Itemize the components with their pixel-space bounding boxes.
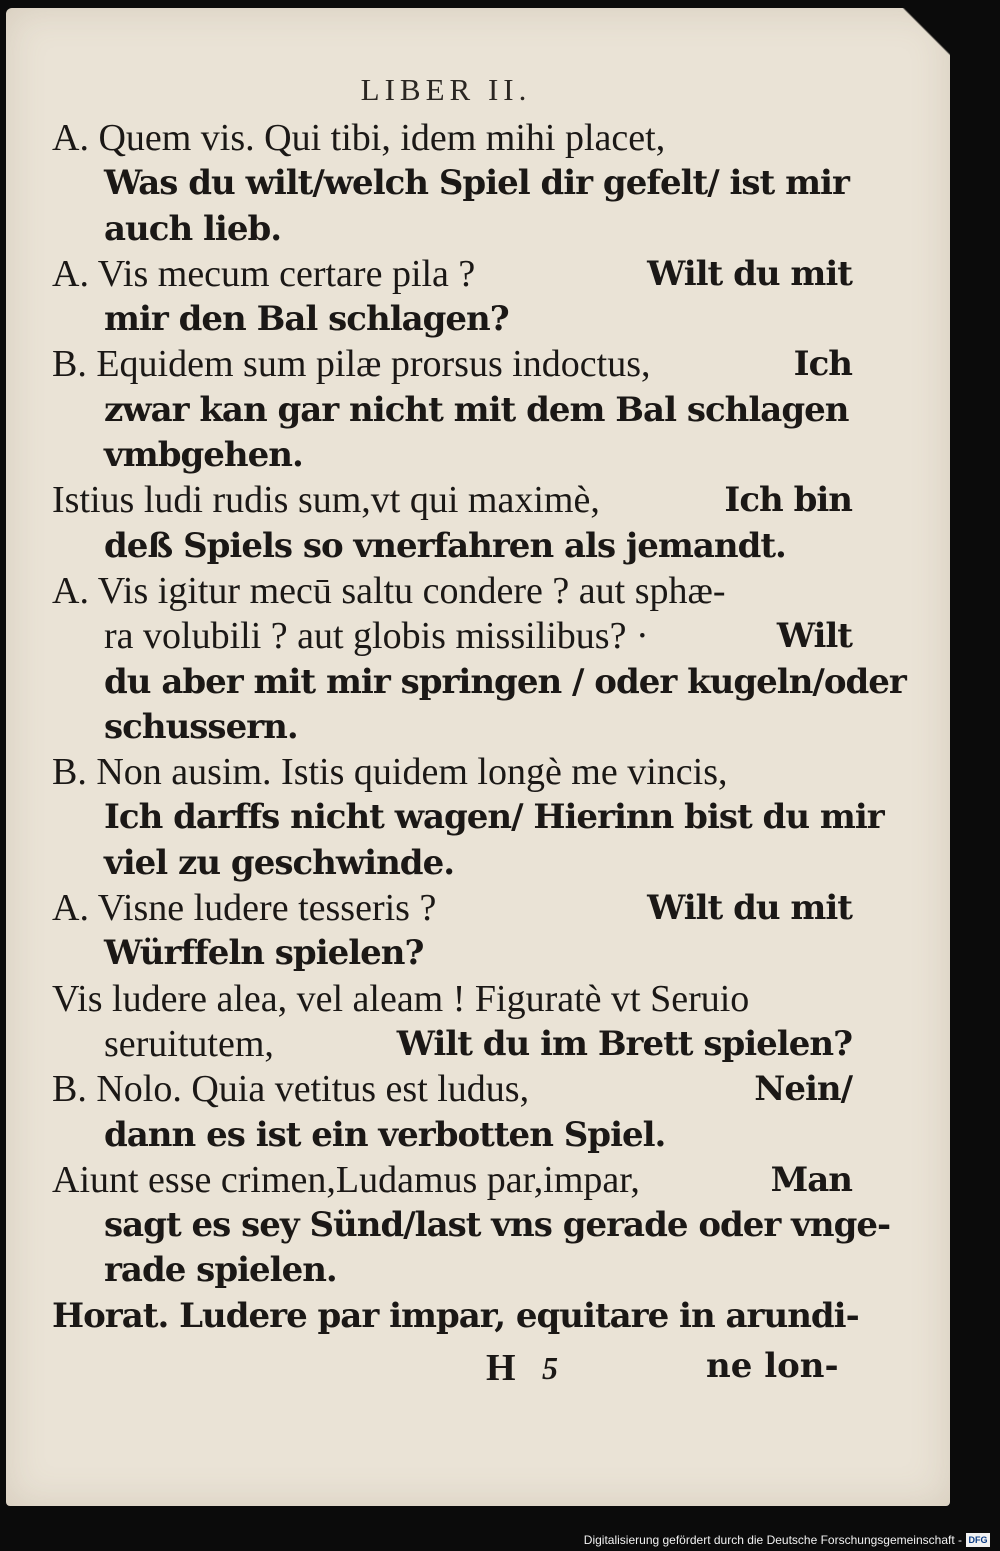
signature-number: 5 bbox=[542, 1350, 558, 1386]
text-line bbox=[52, 1294, 859, 1339]
text-line bbox=[52, 569, 852, 614]
line-text: rade spielen. bbox=[104, 1250, 337, 1291]
line-text: Was du wilt/welch Spiel dir gefelt/ ist mir bbox=[104, 163, 849, 204]
line-german-text: Wilt du im Brett spielen? bbox=[396, 1023, 852, 1064]
text-line bbox=[52, 207, 852, 252]
line-text: vmbgehen. bbox=[104, 435, 303, 476]
line-text: A. Vis mecum certare pila ? bbox=[52, 252, 476, 295]
text-line bbox=[52, 524, 852, 569]
line-text: ra volubili ? aut globis missilibus? · bbox=[104, 615, 649, 658]
line-text: A. Vis igitur mecū saltu condere ? aut sphæ- bbox=[52, 569, 726, 612]
line-text: Vis ludere alea, vel aleam ! Figuratè vt Seruio bbox=[52, 977, 750, 1020]
line-german-text: Wilt du mit bbox=[647, 253, 852, 294]
text-line bbox=[52, 297, 852, 342]
line-text: auch lieb. bbox=[104, 208, 282, 249]
dfg-logo: DFG bbox=[966, 1533, 990, 1547]
text-line bbox=[52, 161, 852, 206]
line-german-text: Ich bin bbox=[724, 480, 852, 521]
line-text: Ich darffs nicht wagen/ Hierinn bist du mir bbox=[104, 797, 884, 838]
text-line bbox=[52, 660, 906, 705]
text-line bbox=[52, 1113, 852, 1158]
line-text: A. Visne ludere tesseris ? bbox=[52, 887, 437, 930]
line-text: Horat. Ludere par impar, equitare in arundi- bbox=[52, 1295, 859, 1336]
line-text: dann es ist ein verbotten Spiel. bbox=[104, 1114, 666, 1155]
line-german-text: Wilt bbox=[776, 616, 852, 657]
text-line bbox=[52, 614, 852, 659]
funding-footer bbox=[584, 1533, 990, 1547]
text-line bbox=[52, 931, 852, 976]
signature-mark: H bbox=[486, 1347, 516, 1389]
line-text: B. Equidem sum pilæ prorsus indoctus, bbox=[52, 343, 651, 386]
line-text: zwar kan gar nicht mit dem Bal schlagen bbox=[104, 389, 849, 430]
line-text: A. Quem vis. Qui tibi, idem mihi placet, bbox=[52, 117, 666, 159]
text-line bbox=[52, 1067, 852, 1112]
line-text: Würffeln spielen? bbox=[104, 933, 424, 974]
line-text: schussern. bbox=[104, 706, 298, 747]
text-line bbox=[52, 252, 852, 297]
line-german-text: Man bbox=[770, 1159, 852, 1200]
line-text: seruitutem, bbox=[104, 1022, 274, 1065]
text-line bbox=[52, 388, 852, 433]
line-text: B. Non ausim. Istis quidem longè me vincis, bbox=[52, 751, 728, 794]
line-text: viel zu geschwinde. bbox=[104, 842, 455, 883]
book-page bbox=[6, 8, 950, 1506]
line-text: du aber mit mir springen / oder kugeln/oder bbox=[104, 661, 906, 702]
text-line bbox=[52, 1248, 852, 1293]
line-text: deß Spiels so vnerfahren als jemandt. bbox=[104, 525, 786, 566]
text-line bbox=[52, 478, 852, 523]
text-line bbox=[52, 116, 852, 161]
footer-text: Digitalisierung gefördert durch die Deutsche Forschungsgemeinschaft - bbox=[583, 1533, 962, 1547]
text-line bbox=[52, 705, 852, 750]
line-text: mir den Bal schlagen? bbox=[104, 299, 509, 340]
text-line bbox=[52, 433, 852, 478]
line-text: sagt es sey Sünd/last vns gerade oder vnge- bbox=[104, 1205, 891, 1246]
text-line bbox=[52, 342, 852, 387]
line-german-text: Ich bbox=[793, 344, 852, 385]
text-line bbox=[52, 886, 852, 931]
text-line bbox=[52, 1203, 891, 1248]
text-line bbox=[52, 1022, 852, 1067]
catchword: ne lon- bbox=[706, 1346, 839, 1386]
body-text bbox=[52, 116, 906, 1339]
running-header: LIBER II. bbox=[360, 72, 532, 107]
line-text: Istius ludi rudis sum,vt qui maximè, bbox=[52, 479, 600, 522]
text-line bbox=[52, 1158, 852, 1203]
line-text: Aiunt esse crimen,Ludamus par,impar, bbox=[52, 1158, 640, 1201]
line-german-text: Nein/ bbox=[754, 1069, 852, 1110]
text-line bbox=[52, 841, 852, 886]
line-text: B. Nolo. Quia vetitus est ludus, bbox=[52, 1068, 530, 1111]
line-german-text: Wilt du mit bbox=[647, 888, 852, 929]
text-line bbox=[52, 750, 852, 795]
text-line bbox=[52, 795, 884, 840]
text-line bbox=[52, 977, 852, 1022]
